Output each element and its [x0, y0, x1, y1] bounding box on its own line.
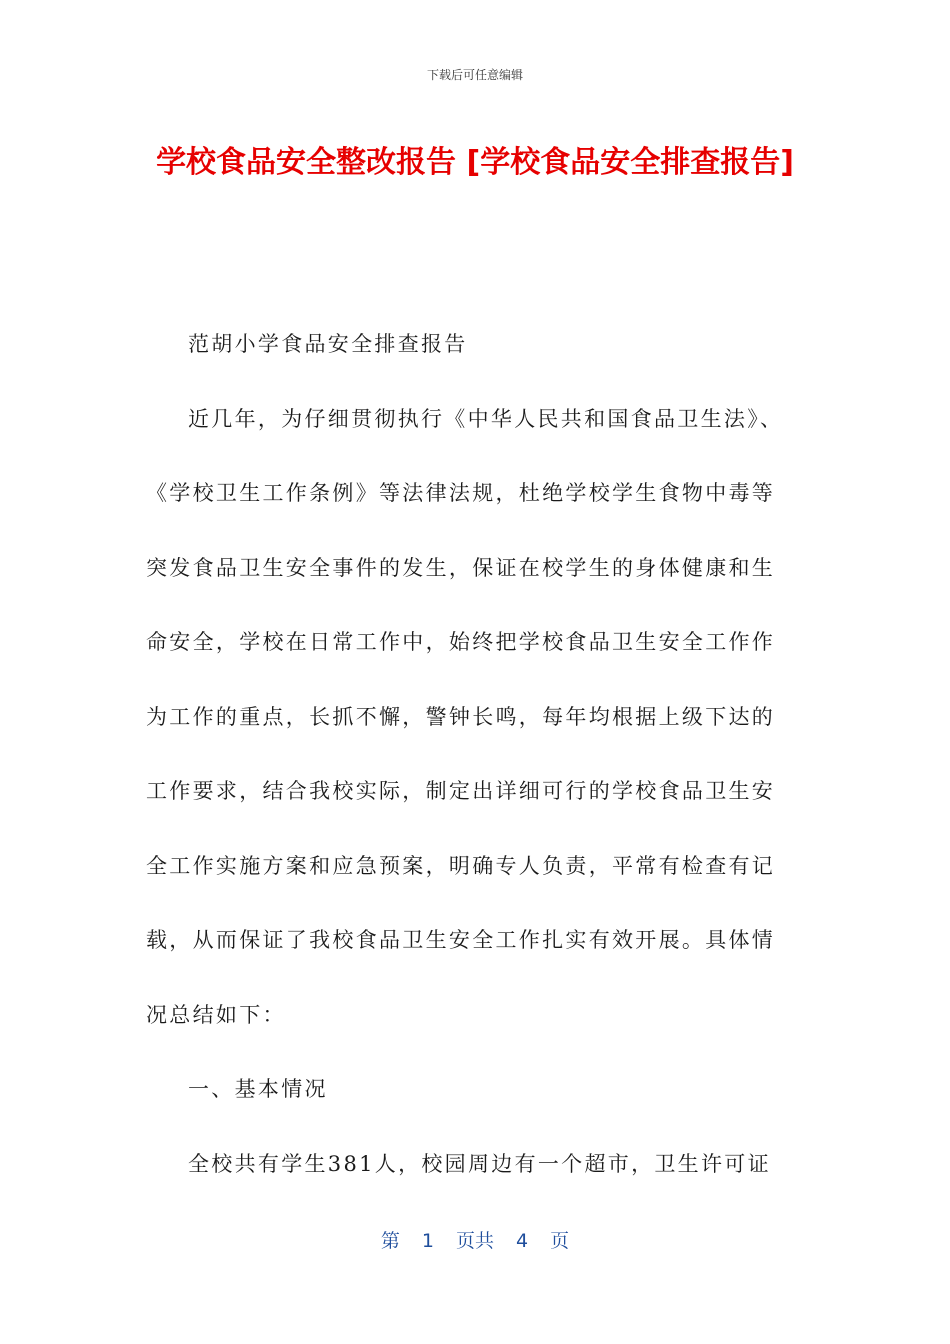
paragraph-subtitle: 范胡小学食品安全排查报告 [188, 332, 468, 356]
footer-label-total: 页共 [455, 1230, 494, 1252]
document-body [146, 307, 796, 1201]
paragraph-intro: 近几年，为仔细贯彻执行《中华人民共和国食品卫生法》、《学校卫生工作条例》等法律法规，杜绝学校学生食物中毒等突发食品卫生安全事件的发生，保证在校学生的身体健康和生命安全，学校在日常工作中，始终把学校食品卫生安全工作作为工作的重点，长抓不懈，警钟长鸣，每年均根据上级下达的工作要求，结合我校实际，制定出详细可行的学校食品卫生安全工作实施方案和应急预案，明确专人负责，平常有检查有记载，从而保证了我校食品卫生安全工作扎实有效开展。具体情况总结如下： [146, 406, 784, 1027]
footer-label-end: 页 [550, 1230, 570, 1252]
footer-page-number: 1 [421, 1230, 434, 1252]
document-title: 学校食品安全整改报告 [学校食品安全排查报告] [156, 145, 794, 180]
footer-total-pages: 4 [516, 1230, 529, 1252]
page-header-note: 下载后可任意编辑 [426, 68, 523, 82]
page-footer [0, 1226, 950, 1253]
footer-label-page: 第 [380, 1230, 400, 1252]
section-heading: 一、基本情况 [188, 1077, 328, 1101]
paragraph-students: 全校共有学生381人，校园周边有一个超市，卫生许可证 [188, 1151, 771, 1176]
